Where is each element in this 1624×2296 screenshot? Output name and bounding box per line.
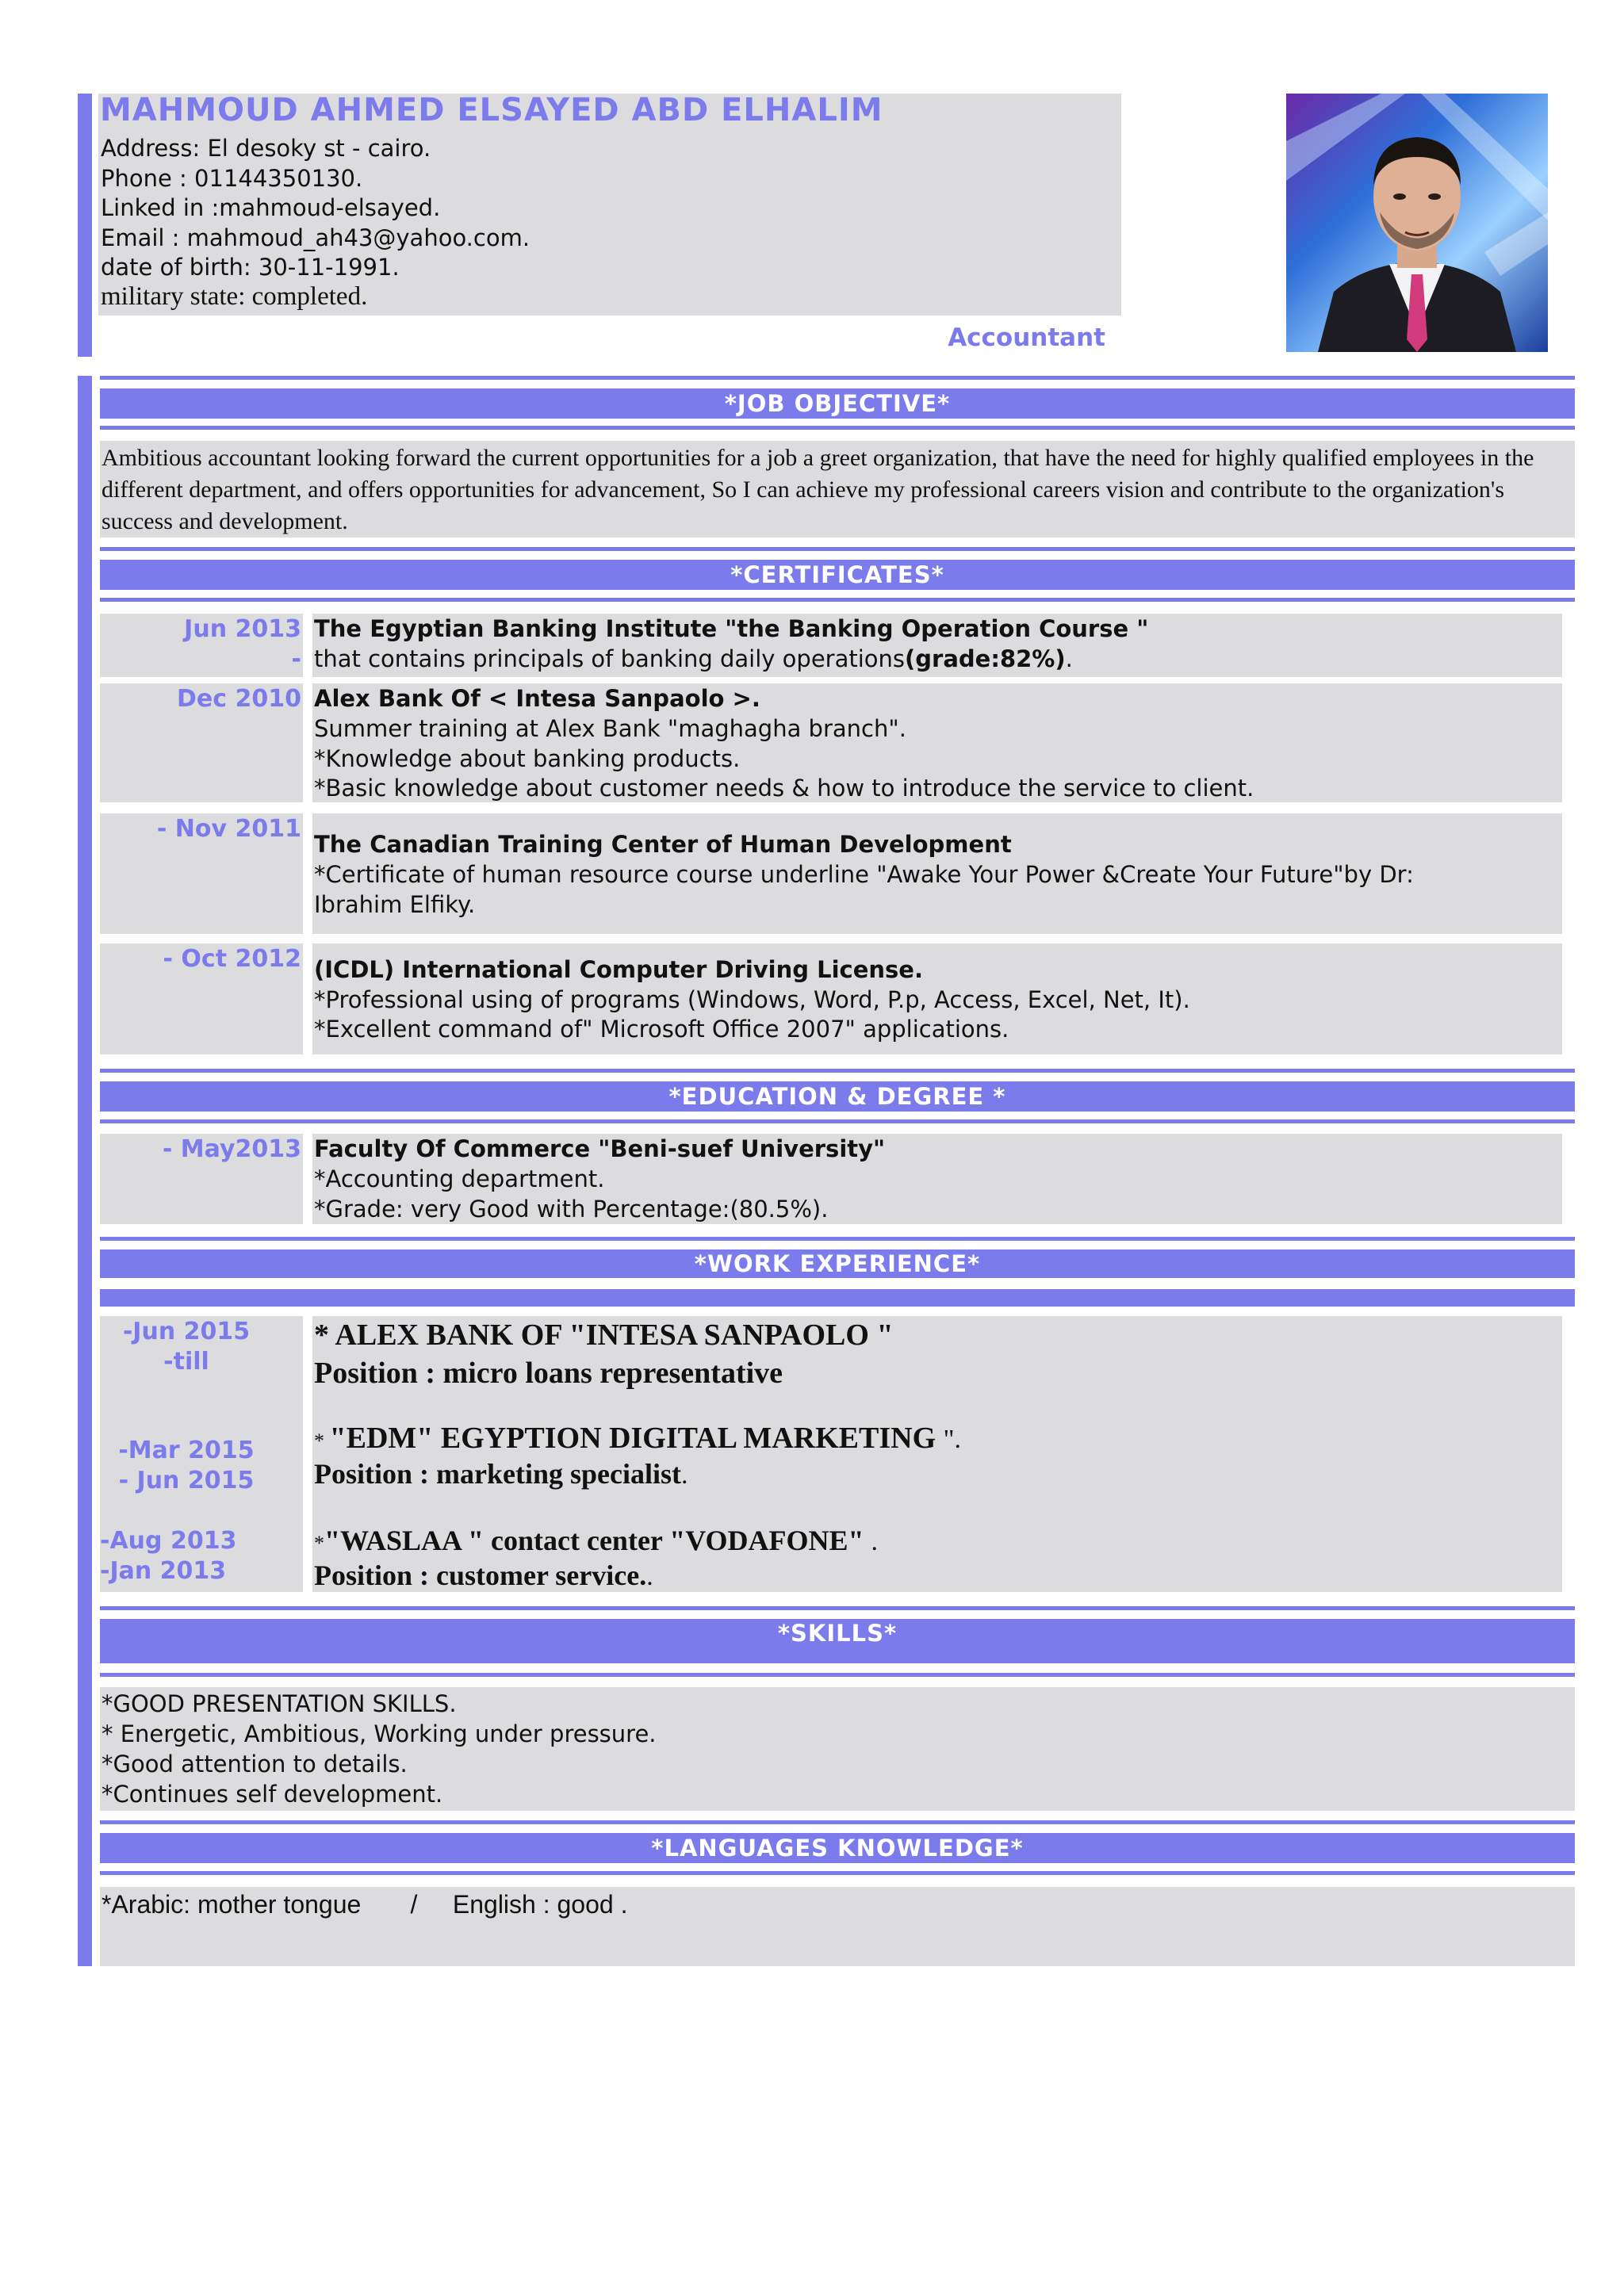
skill-item: *Continues self development. (102, 1781, 443, 1808)
body-accent-bar (78, 376, 92, 1966)
cert-line: *Certificate of human resource course underline "Awake Your Power &Create Your Future"by Dr: (314, 861, 1414, 888)
email: Email : mahmoud_ah43@yahoo.com. (101, 224, 530, 251)
cert-title: The Canadian Training Center of Human Development (314, 831, 1012, 858)
divider (100, 1673, 1575, 1677)
education-title: Faculty Of Commerce "Beni-suef University" (314, 1135, 886, 1162)
profile-photo (1286, 94, 1548, 352)
divider (100, 598, 1575, 602)
certificates-heading: *CERTIFICATES* (100, 560, 1575, 590)
work-date: -Aug 2013 (100, 1527, 237, 1555)
cert-line: *Professional using of programs (Windows, Word, P.p, Access, Excel, Net, It). (314, 986, 1190, 1013)
work-experience-heading: *WORK EXPERIENCE* (100, 1249, 1575, 1278)
divider (100, 1820, 1575, 1824)
work-company: *"WASLAA " contact center "VODAFONE" . (314, 1525, 879, 1556)
work-position: Position : customer service.. (314, 1559, 653, 1591)
divider-band (100, 1289, 1575, 1307)
header-accent-bar (78, 94, 92, 357)
cert-date-dash: - (291, 645, 301, 673)
divider (100, 1871, 1575, 1875)
divider (100, 547, 1575, 551)
work-date: -Mar 2015 (118, 1437, 255, 1464)
divider (100, 376, 1575, 380)
cert-title: The Egyptian Banking Institute "the Banking Operation Course " (314, 615, 1149, 642)
education-line: *Accounting department. (314, 1165, 605, 1192)
cert-title: (ICDL) International Computer Driving License. (314, 956, 923, 983)
skill-item: * Energetic, Ambitious, Working under pressure. (102, 1720, 657, 1747)
cert-line: *Excellent command of" Microsoft Office 2007" applications. (314, 1016, 1009, 1043)
work-position: Position : micro loans representative (314, 1357, 783, 1390)
skills-heading: *SKILLS* (100, 1619, 1575, 1663)
job-objective-heading: *JOB OBJECTIVE* (100, 388, 1575, 419)
cert-date: - Oct 2012 (163, 945, 301, 973)
phone: Phone : 01144350130. (101, 165, 363, 192)
divider (100, 1237, 1575, 1241)
cert-date: Dec 2010 (177, 685, 301, 713)
cert-title: Alex Bank Of < Intesa Sanpaolo >. (314, 685, 760, 712)
cert-date: Jun 2013 (184, 615, 301, 643)
education-line: *Grade: very Good with Percentage:(80.5%). (314, 1196, 829, 1223)
cert-line: *Knowledge about banking products. (314, 745, 741, 772)
divider (100, 426, 1575, 430)
divider (100, 1606, 1575, 1610)
job-objective-text: Ambitious accountant looking forward the current opportunities for a job a greet organization, that have the need for highly qualified employees in the different department, and offers opportunities for advancement, So I can achieve my professional careers vision and contribute to the organization's success and development. (102, 445, 1534, 534)
cert-line: Summer training at Alex Bank "maghagha branch". (314, 715, 906, 742)
languages-text: *Arabic: mother tongue / English : good . (102, 1890, 628, 1919)
education-date: - May2013 (162, 1135, 301, 1163)
cert-line: Ibrahim Elfiky. (314, 891, 476, 918)
cert-line: that contains principals of banking daily operations(grade:82%). (314, 645, 1073, 672)
cert-line: *Basic knowledge about customer needs & how to introduce the service to client. (314, 775, 1254, 802)
work-date: -Jun 2015 (122, 1318, 251, 1345)
work-date: -Jan 2013 (100, 1557, 227, 1585)
military-state: military state: completed. (101, 282, 368, 311)
work-company: * ALEX BANK OF "INTESA SANPAOLO " (314, 1318, 894, 1352)
skill-item: *GOOD PRESENTATION SKILLS. (102, 1690, 457, 1717)
address: Address: El desoky st - cairo. (101, 135, 431, 162)
divider (100, 1069, 1575, 1073)
divider (100, 1119, 1575, 1123)
work-position: Position : marketing specialist. (314, 1458, 688, 1490)
work-date: -till (163, 1348, 209, 1376)
skill-item: *Good attention to details. (102, 1751, 408, 1777)
linkedin: Linked in :mahmoud-elsayed. (101, 194, 441, 221)
work-date: - Jun 2015 (118, 1467, 255, 1494)
work-company: * "EDM" EGYPTION DIGITAL MARKETING ". (314, 1422, 962, 1455)
full-name: MAHMOUD AHMED ELSAYED ABD ELHALIM (100, 92, 883, 128)
job-title: Accountant (948, 323, 1105, 352)
date-of-birth: date of birth: 30-11-1991. (101, 254, 400, 281)
languages-heading: *LANGUAGES KNOWLEDGE* (100, 1833, 1575, 1863)
education-heading: *EDUCATION & DEGREE * (100, 1081, 1575, 1112)
cert-date: - Nov 2011 (156, 815, 301, 843)
